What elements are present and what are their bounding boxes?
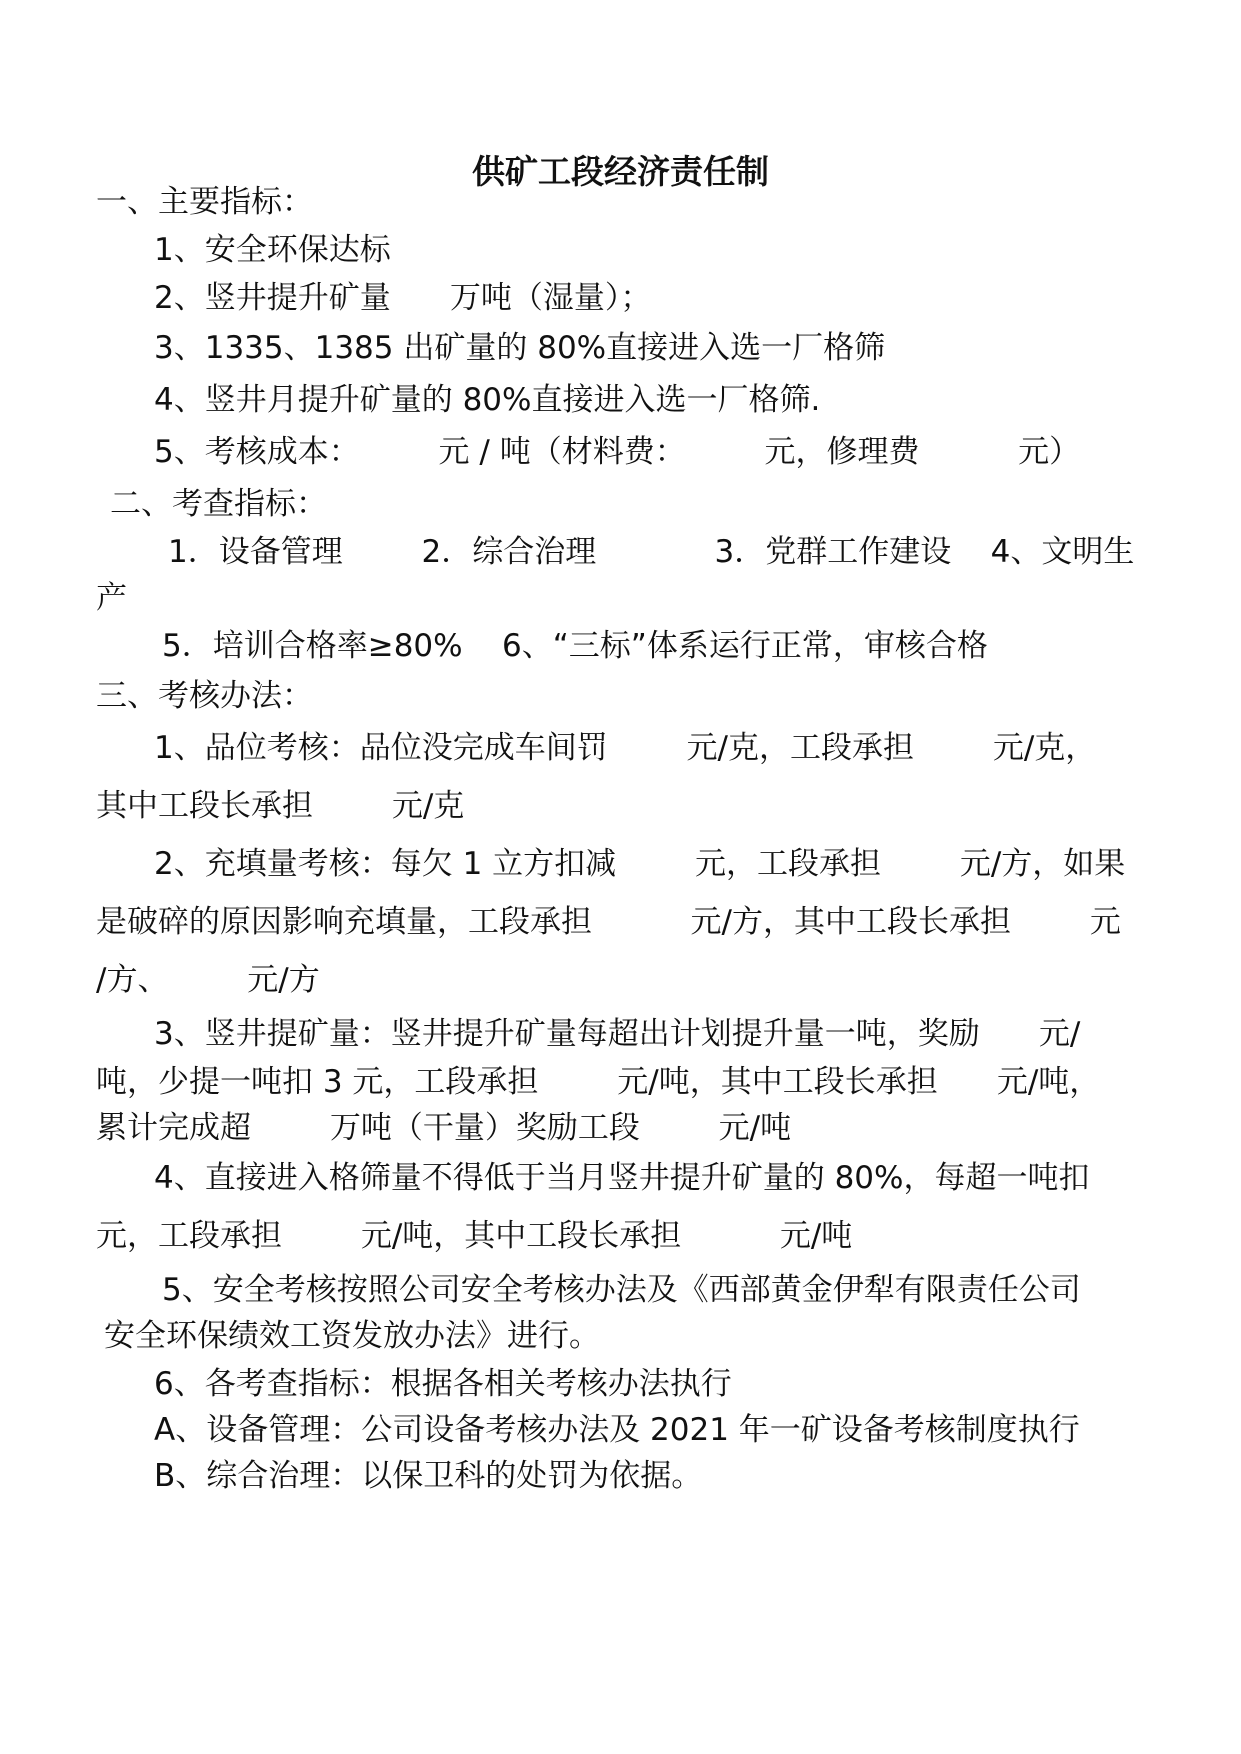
section-heading-check-indicators: 二、考查指标：: [110, 486, 327, 522]
indicator-item-4: 4、竖井月提升矿量的 80%直接进入选一厂格筛.: [154, 382, 821, 418]
method-item-4-cont: 元，工段承担 元/吨，其中工段长承担 元/吨: [96, 1218, 853, 1254]
indicator-item-2: 2、竖井提升矿量 万吨（湿量）；: [154, 280, 652, 316]
method-item-6: 6、各考查指标：根据各相关考核办法执行: [154, 1366, 732, 1402]
method-item-3-cont-1: 吨，少提一吨扣 3 元，工段承担 元/吨，其中工段长承担 元/吨，: [96, 1064, 1101, 1100]
section-heading-assessment-methods: 三、考核办法：: [96, 678, 313, 714]
method-item-1: 1、品位考核：品位没完成车间罚 元/克，工段承担 元/克，: [154, 730, 1097, 766]
indicator-item-1: 1、安全环保达标: [154, 232, 391, 268]
method-item-2-cont-1: 是破碎的原因影响充填量，工段承担 元/方，其中工段长承担 元: [96, 904, 1121, 940]
method-item-4: 4、直接进入格筛量不得低于当月竖井提升矿量的 80%，每超一吨扣: [154, 1160, 1090, 1196]
method-item-6a: A、设备管理：公司设备考核办法及 2021 年一矿设备考核制度执行: [154, 1412, 1080, 1448]
check-indicator-line-1-cont: 产: [96, 580, 127, 616]
method-item-5: 5、安全考核按照公司安全考核办法及《西部黄金伊犁有限责任公司: [162, 1272, 1081, 1308]
method-item-5-cont: 安全环保绩效工资发放办法》进行。: [104, 1318, 600, 1354]
indicator-item-5: 5、考核成本： 元 / 吨（材料费： 元，修理费 元）: [154, 434, 1081, 470]
section-heading-main-indicators: 一、主要指标：: [96, 184, 313, 220]
method-item-2-cont-2: /方、 元/方: [96, 962, 320, 998]
document-title: 供矿工段经济责任制: [472, 152, 769, 191]
method-item-6b: B、综合治理：以保卫科的处罚为依据。: [154, 1458, 703, 1494]
method-item-3: 3、竖井提矿量：竖井提升矿量每超出计划提升量一吨，奖励 元/: [154, 1016, 1081, 1052]
method-item-2: 2、充填量考核：每欠 1 立方扣减 元，工段承担 元/方，如果: [154, 846, 1126, 882]
check-indicator-line-2: 5．培训合格率≥80% 6、“三标”体系运行正常，审核合格: [162, 628, 988, 664]
check-indicator-line-1: 1．设备管理 2．综合治理 3．党群工作建设 4、文明生: [168, 534, 1135, 570]
method-item-3-cont-2: 累计完成超 万吨（干量）奖励工段 元/吨: [96, 1110, 792, 1146]
indicator-item-3: 3、1335、1385 出矿量的 80%直接进入选一厂格筛: [154, 330, 886, 366]
method-item-1-cont: 其中工段长承担 元/克: [96, 788, 465, 824]
